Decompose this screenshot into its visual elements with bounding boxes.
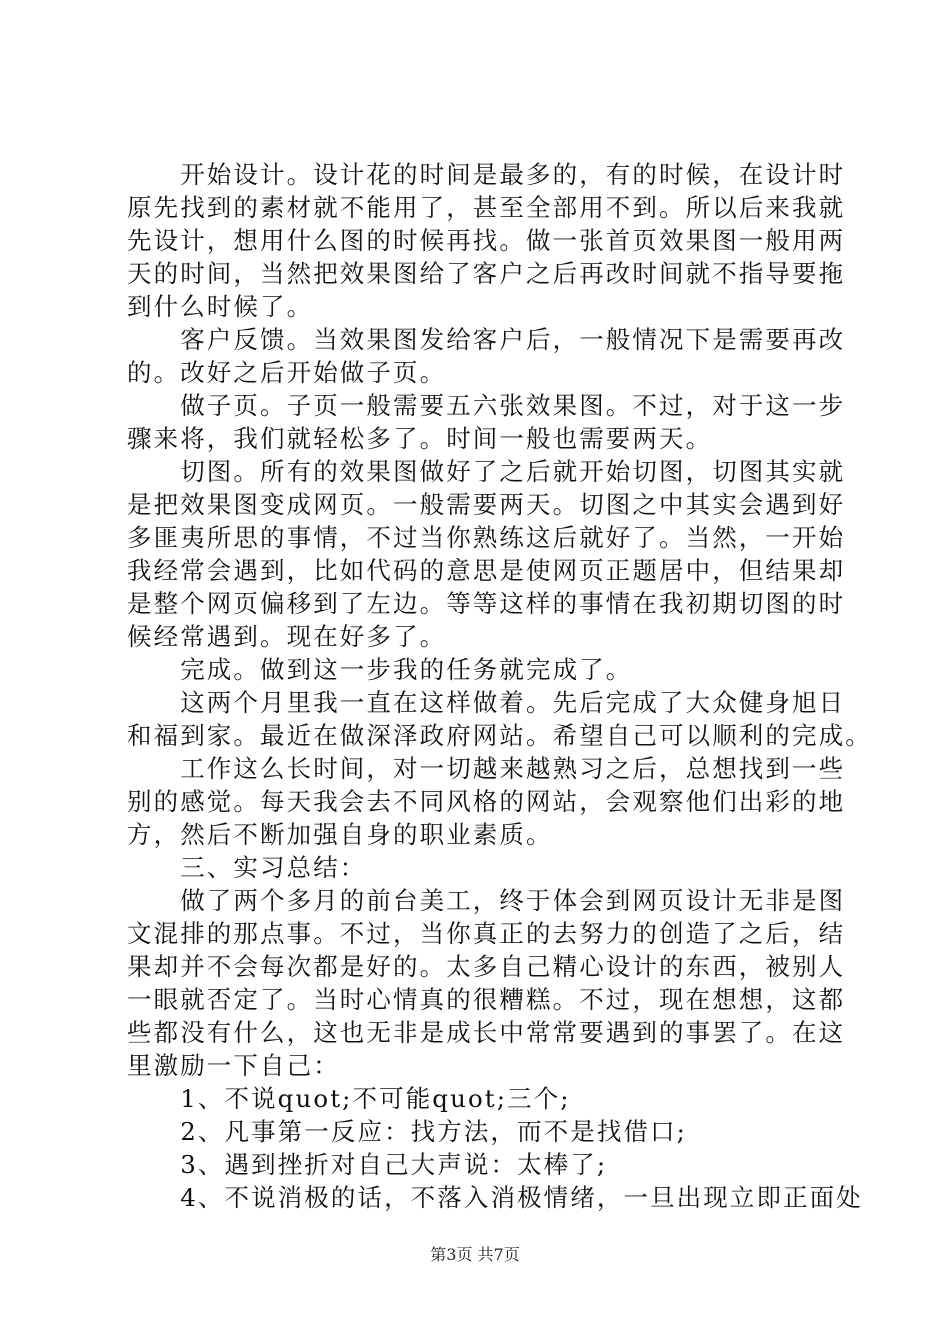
text-line: 候经常遇到。现在好多了。 (127, 622, 447, 651)
text-line: 多匪夷所思的事情，不过当你熟练这后就好了。当然，一开始 (127, 523, 846, 552)
text-line: 文混排的那点事。不过，当你真正的去努力的创造了之后，结 (127, 919, 846, 948)
text-line: 客户反馈。当效果图发给客户后，一般情况下是需要再改 (127, 325, 846, 354)
text-line: 切图。所有的效果图做好了之后就开始切图，切图其实就 (127, 457, 846, 486)
text-line: 是整个网页偏移到了左边。等等这样的事情在我初期切图的时 (127, 589, 846, 618)
text-line: 做子页。子页一般需要五六张效果图。不过，对于这一步 (127, 391, 846, 420)
text-line: 的。改好之后开始做子页。 (127, 358, 447, 387)
page-footer: 第3页 共7页 (430, 1245, 520, 1264)
text-line: 些都没有什么，这也无非是成长中常常要遇到的事罢了。在这 (127, 1018, 846, 1047)
text-line: 方，然后不断加强自身的职业素质。 (127, 820, 553, 849)
text-line: 里激励一下自己： (127, 1051, 340, 1080)
text-line: 4、不说消极的话，不落入消极情绪，一旦出现立即正面处 (127, 1183, 863, 1212)
text-line: 果却并不会每次都是好的。太多自己精心设计的东西，被别人 (127, 952, 846, 981)
text-line: 和福到家。最近在做深泽政府网站。希望自己可以顺利的完成。 (127, 721, 872, 750)
text-line: 别的感觉。每天我会去不同风格的网站，会观察他们出彩的地 (127, 787, 846, 816)
text-line: 3、遇到挫折对自己大声说：太棒了; (127, 1150, 608, 1179)
text-line: 天的时间，当然把效果图给了客户之后再改时间就不指导要拖 (127, 259, 846, 288)
text-line: 原先找到的素材就不能用了，甚至全部用不到。所以后来我就 (127, 193, 846, 222)
text-line: 工作这么长时间，对一切越来越熟习之后，总想找到一些 (127, 754, 846, 783)
text-line: 是把效果图变成网页。一般需要两天。切图之中其实会遇到好 (127, 490, 846, 519)
text-line: 一眼就否定了。当时心情真的很糟糕。不过，现在想想，这都 (127, 985, 846, 1014)
text-line: 先设计，想用什么图的时候再找。做一张首页效果图一般用两 (127, 226, 846, 255)
text-line: 1、不说quot;不可能quot;三个; (127, 1084, 571, 1113)
text-line: 开始设计。设计花的时间是最多的，有的时候，在设计时 (127, 160, 846, 189)
text-line: 完成。做到这一步我的任务就完成了。 (127, 655, 633, 684)
text-line: 我经常会遇到，比如代码的意思是使网页正题居中，但结果却 (127, 556, 846, 585)
text-line: 这两个月里我一直在这样做着。先后完成了大众健身旭日 (127, 688, 846, 717)
text-line: 到什么时候了。 (127, 292, 314, 321)
text-line: 骤来将，我们就轻松多了。时间一般也需要两天。 (127, 424, 713, 453)
text-line: 做了两个多月的前台美工，终于体会到网页设计无非是图 (127, 886, 846, 915)
text-line: 2、凡事第一反应：找方法，而不是找借口; (127, 1117, 688, 1146)
text-line: 三、实习总结： (127, 853, 367, 882)
